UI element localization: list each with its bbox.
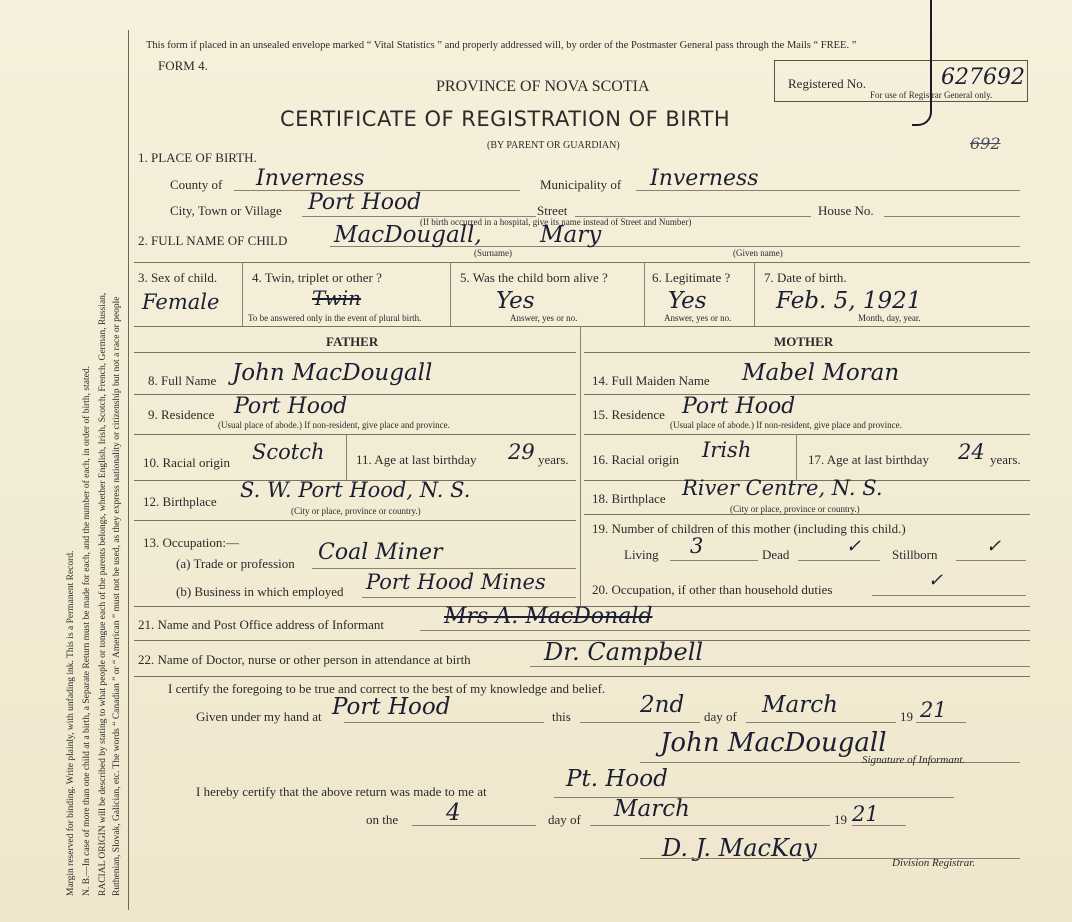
county-value: Inverness	[256, 166, 365, 191]
hospital-note: (If birth occurred in a hospital, give its name instead of Street and Number)	[420, 217, 692, 227]
municipality-label: Municipality of	[540, 177, 622, 192]
street-label: Street	[537, 203, 568, 218]
dead-value: ✓	[846, 536, 862, 557]
stillborn-value: ✓	[986, 536, 1002, 557]
division-registrar-caption: Division Registrar.	[892, 857, 976, 869]
city-label: City, Town or Village	[170, 203, 282, 218]
margin-note: Margin reserved for binding. Write plainly, with unfading ink. This is a Permanent Record.	[66, 550, 76, 896]
mother-racial-value: Irish	[702, 438, 752, 462]
living-value: 3	[690, 534, 704, 558]
informant-label: 21. Name and Post Office address of Informant	[138, 617, 384, 632]
mother-birthplace-value: River Centre, N. S.	[682, 476, 883, 500]
father-heading: FATHER	[326, 334, 379, 349]
twin-note: To be answered only in the event of plural birth.	[248, 313, 422, 323]
mother-heading: MOTHER	[774, 334, 834, 349]
mother-name-label: 14. Full Maiden Name	[592, 373, 710, 388]
father-name-label: 8. Full Name	[148, 373, 217, 388]
mother-birthplace-note: (City or place, province or country.)	[730, 504, 860, 514]
mother-birthplace-label: 18. Birthplace	[592, 491, 666, 506]
sex-value: Female	[142, 290, 220, 314]
father-birthplace-note: (City or place, province or country.)	[291, 506, 421, 516]
on-the-label: on the	[366, 812, 399, 827]
registered-label: Registered No.	[788, 76, 866, 91]
dob-note: Month, day, year.	[858, 313, 921, 323]
registered-box	[774, 60, 1028, 102]
legitimate-label: 6. Legitimate ?	[652, 270, 731, 285]
father-birthplace-value: S. W. Port Hood, N. S.	[240, 478, 471, 502]
page-title: CERTIFICATE OF REGISTRATION OF BIRTH	[280, 107, 731, 131]
legitimate-value: Yes	[668, 288, 707, 314]
registrar-note: For use of Registrar General only.	[870, 90, 993, 100]
province-title: PROVINCE OF NOVA SCOTIA	[436, 78, 650, 95]
margin-rule	[128, 30, 129, 910]
day-of-label: day of	[704, 709, 737, 724]
year-prefix: 19	[900, 709, 913, 724]
father-residence-label: 9. Residence	[148, 407, 215, 422]
child-given-value: Mary	[540, 222, 602, 248]
mother-occupation-value: ✓	[928, 570, 944, 591]
informant-signature: John MacDougall	[660, 728, 887, 758]
place-of-birth-label: 1. PLACE OF BIRTH.	[138, 150, 257, 165]
stillborn-label: Stillborn	[892, 547, 938, 562]
certify-text: I certify the foregoing to be true and correct to the best of my knowledge and belief.	[168, 681, 606, 696]
mother-name-value: Mabel Moran	[742, 360, 900, 386]
mother-racial-label: 16. Racial origin	[592, 452, 680, 467]
racial-origin-note: RACIAL ORIGIN will be described by stating to what people or tongue each of the parents belongs, whether English, Irish, Scotch, French, German, Russian,	[98, 292, 108, 896]
mother-occupation-label: 20. Occupation, if other than household duties	[592, 582, 833, 597]
informant-value: Mrs A. MacDonald	[444, 604, 653, 629]
dob-value: Feb. 5, 1921	[776, 288, 922, 314]
form-number: FORM 4.	[158, 58, 208, 73]
dob-label: 7. Date of birth.	[764, 270, 847, 285]
corner-number: 692	[970, 134, 1001, 153]
twin-value: Twin	[312, 286, 362, 310]
alive-value: Yes	[496, 288, 535, 314]
this-label: this	[552, 709, 571, 724]
registrar-year-value: 21	[852, 802, 879, 826]
county-label: County of	[170, 177, 223, 192]
municipality-value: Inverness	[650, 166, 759, 191]
given-caption: (Given name)	[733, 248, 783, 258]
child-surname-value: MacDougall,	[334, 222, 482, 248]
legitimate-note: Answer, yes or no.	[664, 313, 732, 323]
signature-caption: Signature of Informant.	[862, 754, 966, 766]
racial-origin-note-cont: Ruthenian, Slovak, Galician, etc. The words “ Canadian ” or “ American ” must not be used, as they express nationality or citizenship but not a race or people	[112, 296, 122, 896]
registrar-month-value: March	[614, 796, 690, 822]
city-value: Port Hood	[308, 190, 422, 215]
surname-caption: (Surname)	[474, 248, 512, 258]
father-occupation-label: 13. Occupation:—	[143, 535, 240, 550]
father-age-label: 11. Age at last birthday	[356, 452, 477, 467]
father-business-value: Port Hood Mines	[366, 570, 546, 594]
year-value: 21	[920, 698, 947, 722]
registrar-text: I hereby certify that the above return was made to me at	[196, 784, 487, 799]
registered-number: 627692	[941, 65, 1025, 90]
mother-residence-note: (Usual place of abode.) If non-resident, give place and province.	[670, 420, 902, 430]
father-trade-label: (a) Trade or profession	[176, 556, 295, 571]
subtitle: (BY PARENT OR GUARDIAN)	[487, 140, 620, 151]
father-residence-value: Port Hood	[234, 394, 348, 419]
father-residence-note: (Usual place of abode.) If non-resident, give place and province.	[218, 420, 450, 430]
alive-note: Answer, yes or no.	[510, 313, 578, 323]
father-racial-label: 10. Racial origin	[143, 455, 231, 470]
given-place-value: Port Hood	[332, 694, 451, 720]
father-business-label: (b) Business in which employed	[176, 584, 344, 599]
doctor-label: 22. Name of Doctor, nurse or other person in attendance at birth	[138, 652, 471, 667]
alive-label: 5. Was the child born alive ?	[460, 270, 608, 285]
nb-note: N. B.—In case of more than one child at a birth, a Separate Return must be made for each, and the number of each, in order of birth, stated.	[82, 366, 92, 896]
house-number-label: House No.	[818, 203, 874, 218]
mother-age-unit: years.	[990, 452, 1021, 467]
registrar-day-of-label: day of	[548, 812, 581, 827]
father-trade-value: Coal Miner	[318, 540, 443, 565]
given-under-label: Given under my hand at	[196, 709, 322, 724]
registrar-year-prefix: 19	[834, 812, 847, 827]
day-value: 2nd	[640, 692, 685, 718]
twin-label: 4. Twin, triplet or other ?	[252, 270, 382, 285]
dead-label: Dead	[762, 547, 790, 562]
month-value: March	[762, 692, 838, 718]
father-birthplace-label: 12. Birthplace	[143, 494, 217, 509]
ink-stroke	[912, 0, 932, 126]
children-count-label: 19. Number of children of this mother (including this child.)	[592, 521, 906, 536]
doctor-value: Dr. Campbell	[544, 638, 704, 666]
child-name-label: 2. FULL NAME OF CHILD	[138, 233, 288, 248]
father-name-value: John MacDougall	[232, 360, 433, 386]
mother-age-value: 24	[958, 440, 985, 464]
registrar-day-value: 4	[446, 800, 461, 826]
mother-residence-value: Port Hood	[682, 394, 796, 419]
father-age-value: 29	[508, 440, 535, 464]
mother-age-label: 17. Age at last birthday	[808, 452, 929, 467]
living-label: Living	[624, 547, 659, 562]
registrar-signature: D. J. MacKay	[662, 834, 817, 862]
mother-residence-label: 15. Residence	[592, 407, 665, 422]
father-age-unit: years.	[538, 452, 569, 467]
father-racial-value: Scotch	[252, 440, 325, 464]
mail-notice: This form if placed in an unsealed envelope marked “ Vital Statistics ” and properly addressed will, by order of the Postmaster General pass through the Mails “ FREE. ”	[146, 40, 857, 51]
sex-label: 3. Sex of child.	[138, 270, 218, 285]
registrar-place-value: Pt. Hood	[566, 766, 668, 792]
